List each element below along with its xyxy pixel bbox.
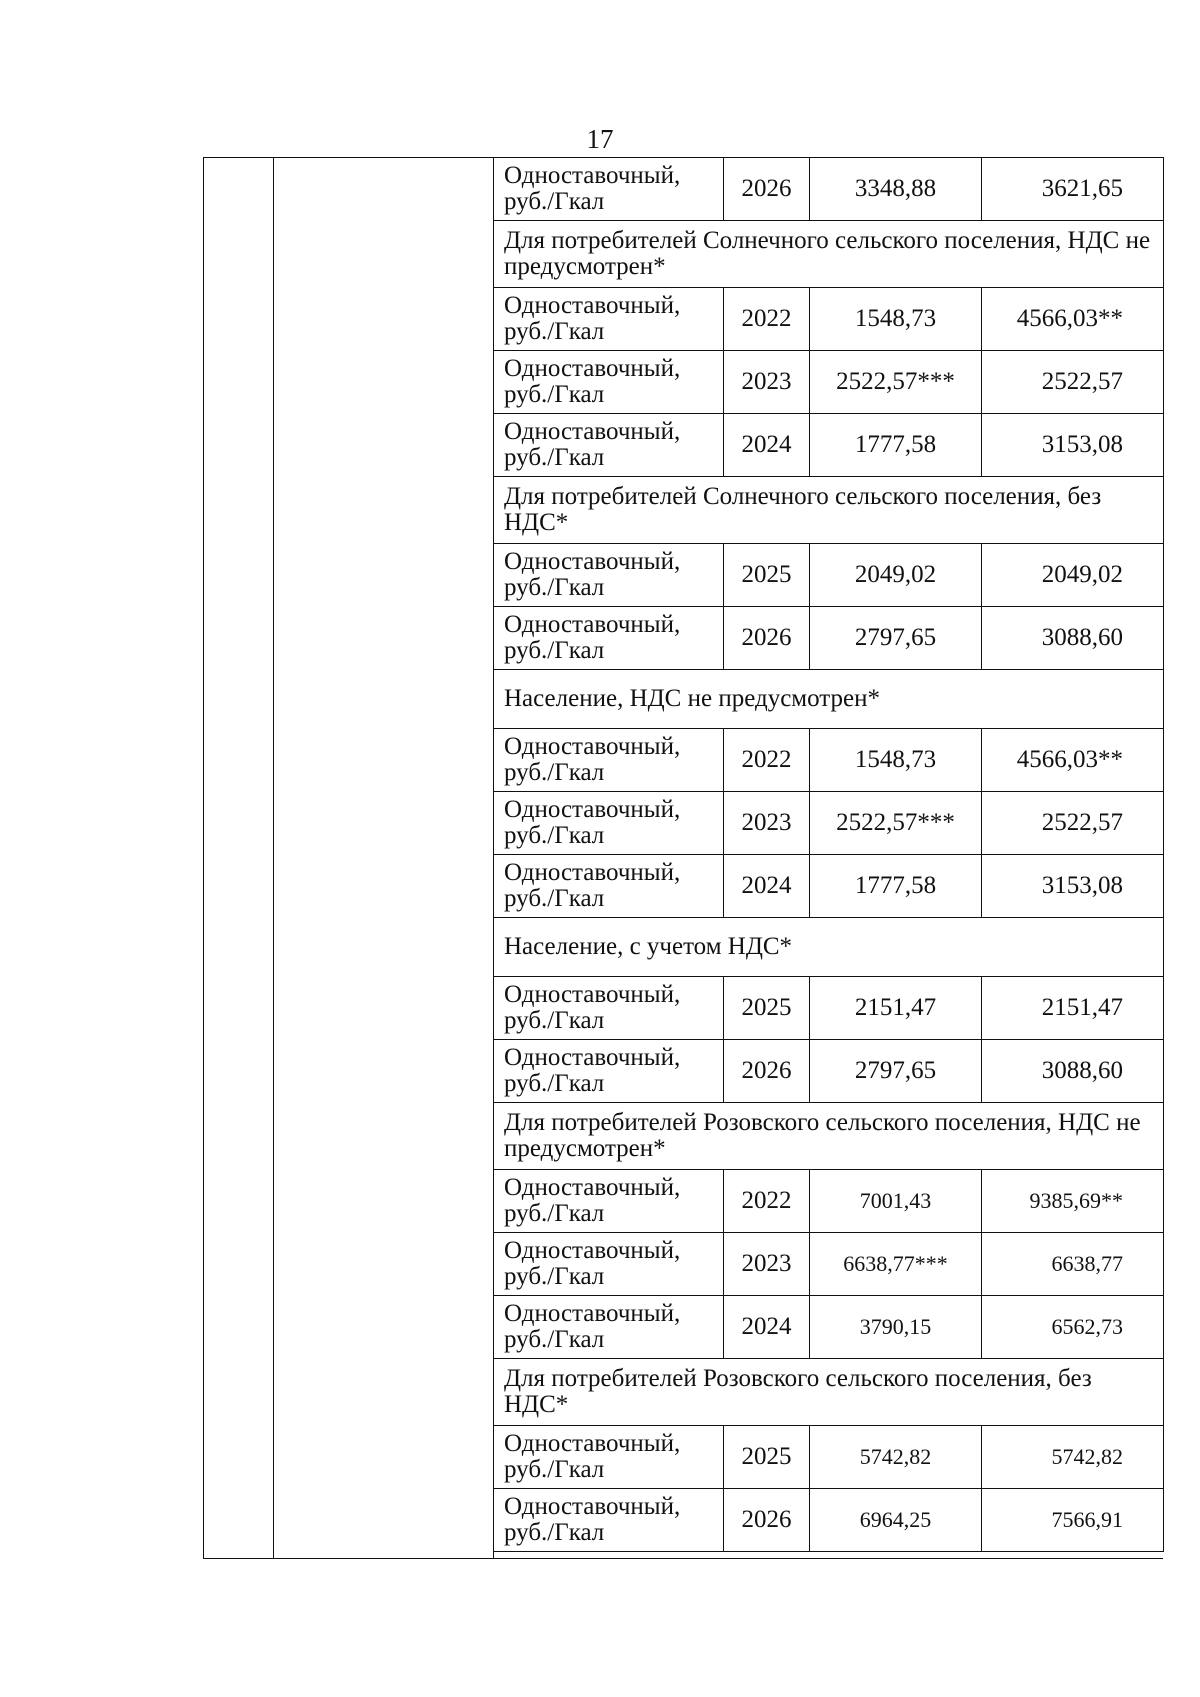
year-cell: 2023 [724,792,810,855]
tariff-unit-line: руб./Гкал [504,1200,605,1227]
value-2-cell: 3153,08 [982,414,1164,477]
value-1-cell: 7001,43 [810,1170,982,1233]
year-cell: 2026 [724,607,810,670]
tariff-name-cell [494,288,724,351]
tariff-name-cell [494,1296,724,1359]
table-row [494,792,1164,855]
value-1-cell: 5742,82 [810,1426,982,1489]
tariff-name-line1: Одноставочный, [504,1044,681,1071]
tariff-unit-line: руб./Гкал [504,637,605,664]
group-header-row [494,1103,1164,1170]
value-1-cell: 3790,15 [810,1296,982,1359]
table-row [494,977,1164,1040]
tariff-name-cell [494,729,724,792]
tariff-unit-line: руб./Гкал [504,822,605,849]
tariff-unit-line: руб./Гкал [504,444,605,471]
group-header-text: Для потребителей Розовского сельского поселения, без НДС* [494,1359,1164,1426]
group-header-row [494,918,1164,977]
value-1-cell: 1548,73 [810,288,982,351]
tariff-unit-line: руб./Гкал [504,574,605,601]
table-row [494,351,1164,414]
tariff-table-body [494,158,1164,1552]
table-row [494,855,1164,918]
tariff-name-cell [494,158,724,221]
tariff-name-line1: Одноставочный, [504,418,681,445]
tariff-name-cell [494,1426,724,1489]
value-1-cell: 2522,57*** [810,792,982,855]
table-row [494,158,1164,221]
value-2-cell: 2522,57 [982,792,1164,855]
value-1-cell: 6964,25 [810,1489,982,1552]
value-1-cell: 2151,47 [810,977,982,1040]
table-row [494,414,1164,477]
tariff-unit-line: руб./Гкал [504,1007,605,1034]
tariff-name-cell [494,977,724,1040]
tariff-name-cell [494,544,724,607]
tariff-unit-line: руб./Гкал [504,318,605,345]
value-2-cell: 7566,91 [982,1489,1164,1552]
table-row [494,1233,1164,1296]
year-cell: 2024 [724,855,810,918]
tariff-unit-line: руб./Гкал [504,381,605,408]
value-2-cell: 4566,03** [982,288,1164,351]
group-header-row [494,1359,1164,1426]
year-cell: 2025 [724,544,810,607]
tariff-name-cell [494,1489,724,1552]
group-header-row [494,221,1164,288]
value-1-cell: 1777,58 [810,414,982,477]
table-row [494,607,1164,670]
table-row [494,1170,1164,1233]
group-header-text: Для потребителей Солнечного сельского поселения, НДС не предусмотрен* [494,221,1164,288]
value-1-cell: 2049,02 [810,544,982,607]
tariff-name-cell [494,1040,724,1103]
value-1-cell: 2797,65 [810,1040,982,1103]
group-header-row [494,477,1164,544]
year-cell: 2023 [724,351,810,414]
value-1-cell: 1548,73 [810,729,982,792]
year-cell: 2026 [724,1489,810,1552]
tariff-name-cell [494,414,724,477]
tariff-name-line1: Одноставочный, [504,611,681,638]
table-row [494,1040,1164,1103]
group-header-text: Для потребителей Розовского сельского поселения, НДС не предусмотрен* [494,1103,1164,1170]
tariff-unit-line: руб./Гкал [504,1070,605,1097]
tariff-name-cell [494,1233,724,1296]
tariff-name-line1: Одноставочный, [504,981,681,1008]
tariff-name-line1: Одноставочный, [504,1237,681,1264]
table-row [494,1426,1164,1489]
tariff-name-cell [494,855,724,918]
tariff-name-line1: Одноставочный, [504,859,681,886]
value-2-cell: 9385,69** [982,1170,1164,1233]
tariff-unit-line: руб./Гкал [504,759,605,786]
table-row [494,544,1164,607]
year-cell: 2023 [724,1233,810,1296]
year-cell: 2025 [724,977,810,1040]
value-2-cell: 4566,03** [982,729,1164,792]
column-divider-1 [273,157,274,1559]
tariff-name-line1: Одноставочный, [504,355,681,382]
tariff-name-line1: Одноставочный, [504,548,681,575]
value-2-cell: 3153,08 [982,855,1164,918]
value-2-cell: 5742,82 [982,1426,1164,1489]
table-row [494,1489,1164,1552]
value-2-cell: 6562,73 [982,1296,1164,1359]
year-cell: 2024 [724,414,810,477]
tariff-unit-line: руб./Гкал [504,1263,605,1290]
tariff-name-cell [494,351,724,414]
tariff-unit-line: руб./Гкал [504,1519,605,1546]
value-1-cell: 1777,58 [810,855,982,918]
year-cell: 2024 [724,1296,810,1359]
year-cell: 2025 [724,1426,810,1489]
tariff-name-line1: Одноставочный, [504,733,681,760]
tariff-name-line1: Одноставочный, [504,1174,681,1201]
tariff-name-line1: Одноставочный, [504,1493,681,1520]
year-cell: 2022 [724,288,810,351]
group-header-text: Население, с учетом НДС* [494,918,1164,977]
value-2-cell: 3088,60 [982,1040,1164,1103]
tariff-name-cell [494,792,724,855]
tariff-name-cell [494,1170,724,1233]
tariff-name-line1: Одноставочный, [504,292,681,319]
tariff-unit-line: руб./Гкал [504,885,605,912]
tariff-unit-line: руб./Гкал [504,188,605,215]
year-cell: 2026 [724,158,810,221]
value-2-cell: 3088,60 [982,607,1164,670]
year-cell: 2026 [724,1040,810,1103]
year-cell: 2022 [724,729,810,792]
value-2-cell: 2049,02 [982,544,1164,607]
tariff-unit-line: руб./Гкал [504,1326,605,1353]
value-2-cell: 2151,47 [982,977,1164,1040]
value-1-cell: 2797,65 [810,607,982,670]
year-cell: 2022 [724,1170,810,1233]
group-header-row [494,670,1164,729]
tariff-unit-line: руб./Гкал [504,1456,605,1483]
value-2-cell: 6638,77 [982,1233,1164,1296]
tariff-name-line1: Одноставочный, [504,1430,681,1457]
page-number: 17 [586,124,614,154]
group-header-text: Население, НДС не предусмотрен* [494,670,1164,729]
value-2-cell: 3621,65 [982,158,1164,221]
tariff-name-line1: Одноставочный, [504,796,681,823]
table-row [494,1296,1164,1359]
value-2-cell: 2522,57 [982,351,1164,414]
tariff-name-cell [494,607,724,670]
tariff-name-line1: Одноставочный, [504,162,681,189]
group-header-text: Для потребителей Солнечного сельского поселения, без НДС* [494,477,1164,544]
table-row [494,729,1164,792]
value-1-cell: 2522,57*** [810,351,982,414]
value-1-cell: 6638,77*** [810,1233,982,1296]
table-row [494,288,1164,351]
tariff-name-line1: Одноставочный, [504,1300,681,1327]
value-1-cell: 3348,88 [810,158,982,221]
tariff-table [493,157,1164,1552]
